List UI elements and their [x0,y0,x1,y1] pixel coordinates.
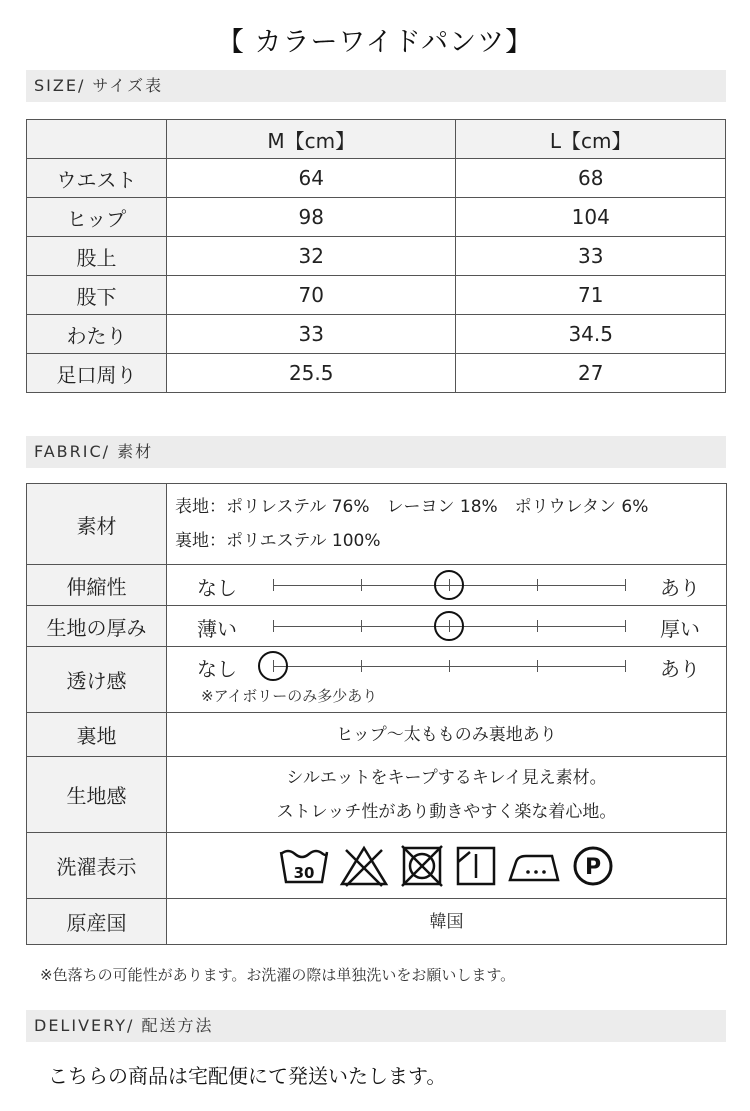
wash-note: ※色落ちの可能性があります。お洗濯の際は単独洗いをお願いします。 [40,966,516,984]
row-label: ウエスト [27,159,167,198]
row-label: 股下 [27,276,167,315]
size-table [26,119,726,393]
texture-row [27,757,727,833]
thickness-cell [167,606,727,647]
scale-tick [625,660,626,672]
cell-l: 104 [456,198,726,237]
wash-30-icon [278,844,330,888]
row-label: 洗濯表示 [27,833,167,899]
row-label: 生地感 [27,757,167,833]
care-row [27,833,727,899]
scale-tick [361,620,362,632]
row-label: 原産国 [27,899,167,945]
cell-l: 71 [456,276,726,315]
scale-right-label: あり [660,657,700,681]
cell-m: 25.5 [167,354,456,393]
row-label: 生地の厚み [27,606,167,647]
scale-tick [361,660,362,672]
table-row [27,276,726,315]
scale-tick [625,579,626,591]
scale-right-label: あり [660,576,700,600]
material-outer: 表地：ポリレステル 76% レーヨン 18% ポリウレタン 6% [175,497,649,517]
table-corner-cell [27,120,167,159]
table-row [27,159,726,198]
table-header-row [27,120,726,159]
cell-m: 98 [167,198,456,237]
scale-level-marker [434,570,464,600]
column-header-m: M【cm】 [167,120,456,159]
texture-line-2: ストレッチ性があり動きやすく楽な着心地。 [276,801,617,822]
delivery-section-heading: DELIVERY/ 配送方法 [26,1010,726,1042]
cell-m: 64 [167,159,456,198]
material-cell [167,484,727,565]
cell-l: 27 [456,354,726,393]
sheer-row [27,647,727,713]
lining-row [27,713,727,757]
scale-tick [537,620,538,632]
cell-m: 33 [167,315,456,354]
cell-l: 68 [456,159,726,198]
thickness-row [27,606,727,647]
row-label: 裏地 [27,713,167,757]
table-row [27,315,726,354]
scale-tick [449,660,450,672]
scale-left-label: なし [197,657,237,681]
table-row [27,354,726,393]
row-label: ヒップ [27,198,167,237]
delivery-text: こちらの商品は宅配便にて発送いたします。 [48,1064,447,1088]
scale-tick [537,660,538,672]
scale-tick [625,620,626,632]
scale-tick [361,579,362,591]
fabric-table [26,483,727,945]
cell-l: 33 [456,237,726,276]
size-section-heading: SIZE/ サイズ表 [26,70,726,102]
table-row [27,198,726,237]
line-dry-icon [454,844,498,888]
scale-left-label: 薄い [197,617,237,641]
care-icons [167,844,726,888]
row-label: 足口周り [27,354,167,393]
sheer-note: ※アイボリーのみ多少あり [201,687,378,705]
column-header-l: L【cm】 [456,120,726,159]
dry-clean-letter: P [584,854,601,880]
stretch-cell [167,565,727,606]
no-bleach-icon [338,844,390,888]
row-label: 素材 [27,484,167,565]
scale-right-label: 厚い [660,617,700,641]
origin-row [27,899,727,945]
thickness-scale [167,606,726,646]
page-title: 【 カラーワイドパンツ】 [216,27,534,58]
scale-tick [273,620,274,632]
cell-l: 34.5 [456,315,726,354]
no-tumble-dry-icon [398,844,446,888]
row-label: 股上 [27,237,167,276]
scale-tick [273,579,274,591]
texture-cell [167,757,727,833]
stretch-scale [167,565,726,605]
stretch-row [27,565,727,606]
cell-m: 70 [167,276,456,315]
scale-left-label: なし [197,576,237,600]
scale-level-marker [434,611,464,641]
iron-low-icon [506,844,562,888]
material-row [27,484,727,565]
wash-temp-label: 30 [293,863,314,882]
fabric-section-heading: FABRIC/ 素材 [26,436,726,468]
row-label: 透け感 [27,647,167,713]
scale-level-marker [258,651,288,681]
lining-value: ヒップ〜太もものみ裏地あり [167,713,727,757]
sheer-scale [167,647,726,712]
row-label: 伸縮性 [27,565,167,606]
care-icons-cell [167,833,727,899]
origin-value: 韓国 [167,899,727,945]
row-label: わたり [27,315,167,354]
sheer-cell [167,647,727,713]
scale-tick [537,579,538,591]
table-row [27,237,726,276]
cell-m: 32 [167,237,456,276]
dry-clean-p-icon [570,844,616,888]
material-lining: 裏地：ポリエステル 100% [175,531,381,551]
texture-line-1: シルエットをキープするキレイ見え素材。 [286,767,607,788]
